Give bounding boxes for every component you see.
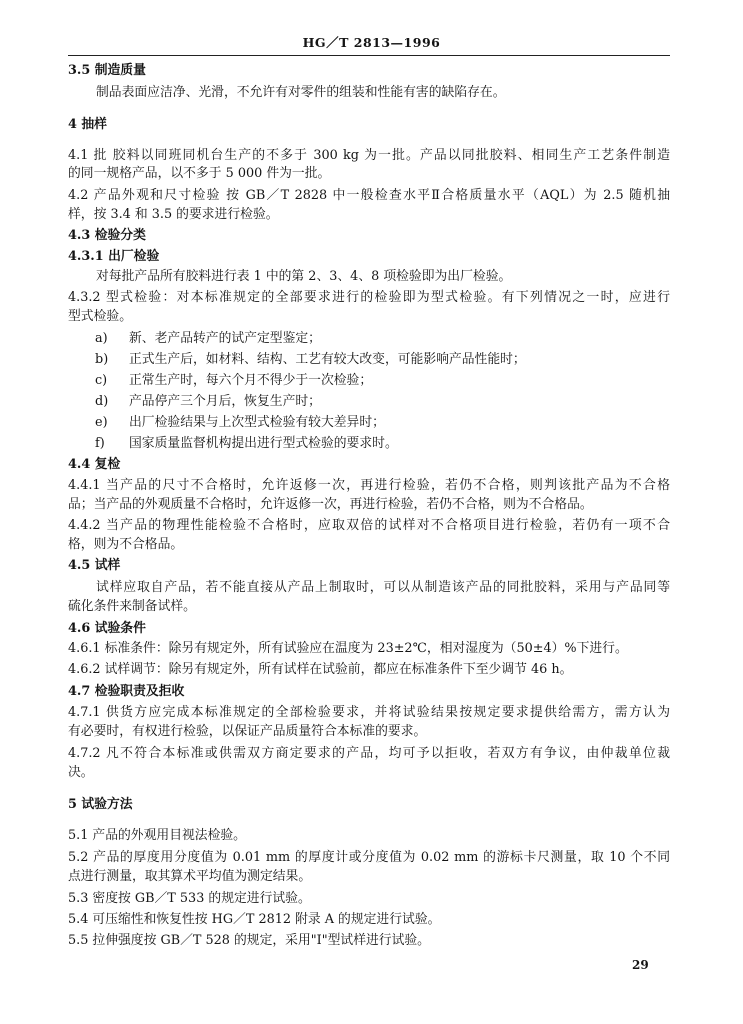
list-text-c: 正常生产时，每六个月不得少于一次检验； (129, 373, 373, 388)
list-item-a (95, 331, 670, 347)
clause-4-4-1-line-2: 品；当产品的外观质量不合格时，允许返修一次，再进行检验，若仍不合格，则为不合格品。 (68, 497, 593, 512)
clause-5-3: 5.3 密度按 GB／T 533 的规定进行试验。 (68, 891, 311, 906)
heading-4-5: 4.5 试样 (68, 558, 121, 573)
clause-4-2-line-2: 样，按 3.4 和 3.5 的要求进行检验。 (68, 207, 279, 222)
clause-5-2-line-1: 5.2 产品的厚度用分度值为 0.01 mm 的厚度计或分度值为 0.02 mm 的游标卡尺测量，取 10 个不同 (68, 850, 670, 865)
list-item-c (95, 373, 670, 389)
list-label-b: b) (95, 352, 109, 367)
heading-5: 5 试验方法 (68, 797, 133, 812)
header-rule (68, 55, 670, 56)
clause-4-6-2: 4.6.2 试样调节：除另有规定外，所有试样在试验前，都应在标准条件下至少调节 46 h。 (68, 662, 573, 677)
list-text-d: 产品停产三个月后，恢复生产时； (129, 394, 321, 409)
heading-3-5: 3.5 制造质量 (68, 63, 146, 78)
list-text-e: 出厂检验结果与上次型式检验有较大差异时； (129, 415, 385, 430)
heading-4-7: 4.7 检验职责及拒收 (68, 684, 185, 699)
clause-5-1: 5.1 产品的外观用目视法检验。 (68, 828, 246, 843)
paragraph-4-3-1: 对每批产品所有胶料进行表 1 中的第 2、3、4、8 项检验即为出厂检验。 (96, 269, 512, 284)
list-text-a: 新、老产品转产的试产定型鉴定； (129, 331, 321, 346)
clause-4-1-line-2: 的同一规格产品，以不多于 5 000 件为一批。 (68, 166, 331, 181)
clause-4-3-2-line-2: 型式检验。 (68, 309, 132, 324)
heading-4-3: 4.3 检验分类 (68, 228, 146, 243)
paragraph-4-5-line-2: 硫化条件来制备试样。 (68, 599, 196, 614)
paragraph-4-5-line-1: 试样应取自产品，若不能直接从产品上制取时，可以从制造该产品的同批胶料，采用与产品同等 (96, 580, 670, 595)
list-label-f: f) (95, 436, 105, 451)
list-item-d (95, 394, 670, 410)
clause-4-4-2-line-2: 格，则为不合格品。 (68, 537, 184, 552)
list-text-f: 国家质量监督机构提出进行型式检验的要求时。 (129, 436, 398, 451)
page-header-standard-code: HG／T 2813—1996 (302, 35, 441, 50)
clause-4-3-2-line-1: 4.3.2 型式检验：对本标准规定的全部要求进行的检验即为型式检验。有下列情况之一时，应进行 (68, 290, 670, 305)
clause-4-1-line-1: 4.1 批 胶料以同班同机台生产的不多于 300 kg 为一批。产品以同批胶料、相同生产工艺条件制造 (68, 148, 670, 163)
list-label-e: e) (95, 415, 108, 430)
heading-4-4: 4.4 复检 (68, 457, 121, 472)
clause-4-4-2-line-1: 4.4.2 当产品的物理性能检验不合格时，应取双倍的试样对不合格项目进行检验，若仍有一项不合 (68, 518, 670, 533)
list-label-a: a) (95, 331, 108, 346)
list-text-b: 正式生产后，如材料、结构、工艺有较大改变，可能影响产品性能时； (129, 352, 526, 367)
clause-5-4: 5.4 可压缩性和恢复性按 HG／T 2812 附录 A 的规定进行试验。 (68, 912, 441, 927)
clause-4-7-2-line-2: 决。 (68, 765, 94, 780)
clause-4-2-line-1: 4.2 产品外观和尺寸检验 按 GB／T 2828 中一般检查水平Ⅱ合格质量水平（AQL）为 2.5 随机抽 (68, 188, 670, 203)
list-label-c: c) (95, 373, 108, 388)
clause-4-7-1-line-2: 有必要时，有权进行检验，以保证产品质量符合本标准的要求。 (68, 724, 427, 739)
list-label-d: d) (95, 394, 109, 409)
page-number: 29 (632, 958, 649, 972)
clause-5-2-line-2: 点进行测量，取其算术平均值为测定结果。 (68, 869, 312, 884)
list-item-e (95, 415, 670, 431)
clause-4-4-1-line-1: 4.4.1 当产品的尺寸不合格时，允许返修一次，再进行检验，若仍不合格，则判该批产品为不合格 (68, 478, 670, 493)
clause-4-6-1: 4.6.1 标准条件：除另有规定外，所有试验应在温度为 23±2℃，相对湿度为（50±4）%下进行。 (68, 641, 628, 656)
list-item-b (95, 352, 670, 368)
clause-4-7-2-line-1: 4.7.2 凡不符合本标准或供需双方商定要求的产品，均可予以拒收，若双方有争议，由仲裁单位裁 (68, 746, 670, 761)
clause-4-7-1-line-1: 4.7.1 供货方应完成本标准规定的全部检验要求，并将试验结果按规定要求提供给需方，需方认为 (68, 705, 670, 720)
list-item-f (95, 436, 670, 452)
clause-5-5: 5.5 拉伸强度按 GB／T 528 的规定，采用"Ⅰ"型试样进行试验。 (68, 933, 430, 948)
heading-4: 4 抽样 (68, 117, 107, 132)
heading-4-6: 4.6 试验条件 (68, 621, 146, 636)
heading-4-3-1: 4.3.1 出厂检验 (68, 249, 160, 264)
paragraph-3-5: 制品表面应洁净、光滑，不允许有对零件的组装和性能有害的缺陷存在。 (96, 85, 506, 100)
